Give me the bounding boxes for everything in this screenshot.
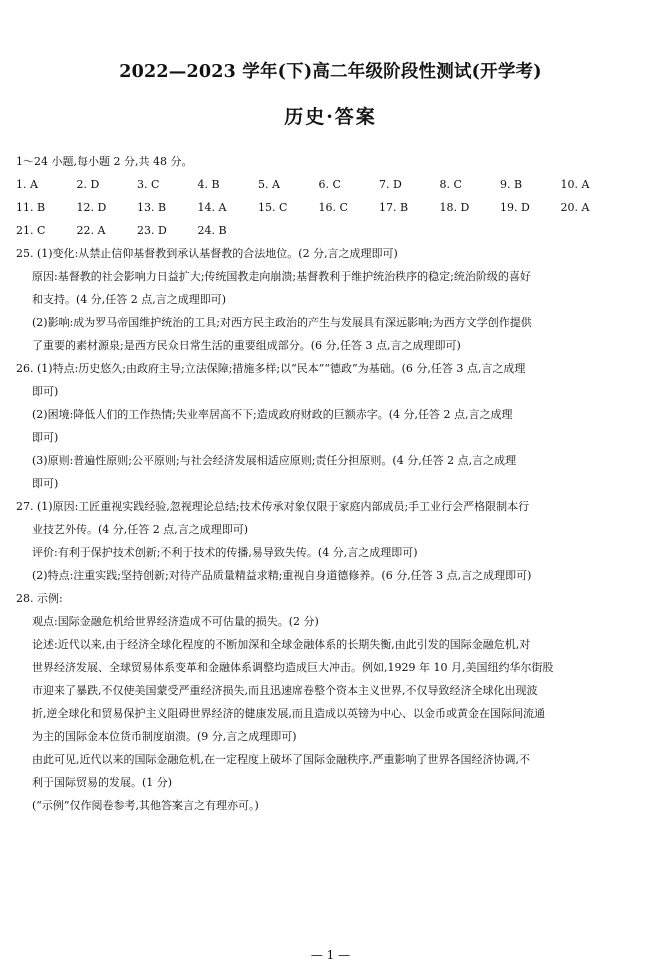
mc-answer: 22. A <box>76 224 106 237</box>
mc-answer: 7. D <box>379 178 402 191</box>
q28-line: 论述:近代以来,由于经济全球化程度的不断加深和全球金融体系的长期失衡,由此引发的国际金融危机,对 <box>32 638 531 651</box>
mc-answer: 2. D <box>76 178 100 191</box>
q26-line: (2)困境:降低人们的工作热情;失业率居高不下;造成政府财政的巨额赤字。(4 分,任答 2 点,言之成理 <box>32 408 513 421</box>
mc-answer-row <box>16 219 649 242</box>
mc-answer: 3. C <box>137 178 160 191</box>
q28-line: 由此可见,近代以来的国际金融危机,在一定程度上破坏了国际金融秩序,严重影响了世界各国经济协调,不 <box>32 753 530 766</box>
q27-line: (2)特点:注重实践;坚持创新;对待产品质量精益求精;重视自身道德修养。(6 分,任答 3 点,言之成理即可) <box>32 569 532 582</box>
q27-line: 评价:有利于保护技术创新;不利于技术的传播,易导致失传。(4 分,言之成理即可) <box>32 546 418 559</box>
q25-line: 了重要的素材源泉;是西方民众日常生活的重要组成部分。(6 分,任答 3 点,言之成理即可) <box>32 339 461 352</box>
mc-answer: 1. A <box>16 178 38 191</box>
mc-answer: 12. D <box>76 201 107 214</box>
q28-line: 市迎来了暴跌,不仅使美国蒙受严重经济损失,而且迅速席卷整个资本主义世界,不仅导致经济全球化出现波 <box>32 684 538 697</box>
q25-line: 和支持。(4 分,任答 2 点,言之成理即可) <box>32 293 227 306</box>
q28-line: 利于国际贸易的发展。(1 分) <box>32 776 173 789</box>
mc-answer-row <box>16 196 649 219</box>
mc-answer: 6. C <box>318 178 341 191</box>
mc-answer: 4. B <box>197 178 220 191</box>
q26-line: 26. (1)特点:历史悠久;由政府主导;立法保障;措施多样;以“民本”“德政”为基础。(6 分,任答 3 点,言之成理 <box>16 362 526 375</box>
mc-answer: 18. D <box>439 201 470 214</box>
q28-line: 折,逆全球化和贸易保护主义阻碍世界经济的健康发展,而且造成以英镑为中心、以金币或黄金在国际间流通 <box>32 707 545 720</box>
mc-answer: 14. A <box>197 201 227 214</box>
page-subtitle: 历史·答案 <box>284 106 377 128</box>
q26-line: 即可) <box>32 477 59 490</box>
q28-line: (“示例”仅作阅卷参考,其他答案言之有理亦可。) <box>32 799 259 812</box>
mc-answer: 11. B <box>16 201 46 214</box>
mc-answer-row <box>16 173 649 196</box>
q25-line: 25. (1)变化:从禁止信仰基督教到承认基督教的合法地位。(2 分,言之成理即可) <box>16 247 398 260</box>
mc-answer: 17. B <box>379 201 409 214</box>
mc-answer: 19. D <box>500 201 530 214</box>
answer-content <box>16 150 649 817</box>
mc-intro: 1～24 小题,每小题 2 分,共 48 分。 <box>16 155 193 168</box>
q26-line: 即可) <box>32 431 59 444</box>
q25-line: 原因:基督教的社会影响力日益扩大;传统国教走向崩溃;基督教利于维护统治秩序的稳定;统治阶级的喜好 <box>32 270 531 283</box>
mc-answer: 24. B <box>197 224 227 237</box>
page-title: 2022—2023 学年(下)高二年级阶段性测试(开学考) <box>119 62 542 82</box>
mc-answer: 9. B <box>500 178 523 191</box>
q26-line: (3)原则:普遍性原则;公平原则;与社会经济发展相适应原则;责任分担原则。(4 分,任答 2 点,言之成理 <box>32 454 517 467</box>
q28-line: 为主的国际金本位货币制度崩溃。(9 分,言之成理即可) <box>32 730 297 743</box>
q26-line: 即可) <box>32 385 59 398</box>
q28-line: 观点:国际金融危机给世界经济造成不可估量的损失。(2 分) <box>32 615 319 628</box>
mc-answer: 16. C <box>318 201 348 214</box>
page-number: — 1 — <box>310 948 351 962</box>
mc-answer: 21. C <box>16 224 46 237</box>
mc-answer: 23. D <box>137 224 167 237</box>
mc-answer: 15. C <box>258 201 288 214</box>
mc-answer: 8. C <box>439 178 462 191</box>
q27-line: 27. (1)原因:工匠重视实践经验,忽视理论总结;技术传承对象仅限于家庭内部成员;手工业行会严格限制本行 <box>16 500 530 513</box>
mc-answer: 13. B <box>137 201 167 214</box>
q28-line: 世界经济发展、全球贸易体系变革和金融体系调整均造成巨大冲击。例如,1929 年 10 月,美国纽约华尔街股 <box>32 661 554 674</box>
q28-line: 28. 示例: <box>16 592 63 605</box>
q25-line: (2)影响:成为罗马帝国维护统治的工具;对西方民主政治的产生与发展具有深远影响;为西方文学创作提供 <box>32 316 532 329</box>
mc-answer: 20. A <box>560 201 590 214</box>
mc-answer: 5. A <box>258 178 280 191</box>
q27-line: 业技艺外传。(4 分,任答 2 点,言之成理即可) <box>32 523 249 536</box>
mc-answer: 10. A <box>560 178 590 191</box>
